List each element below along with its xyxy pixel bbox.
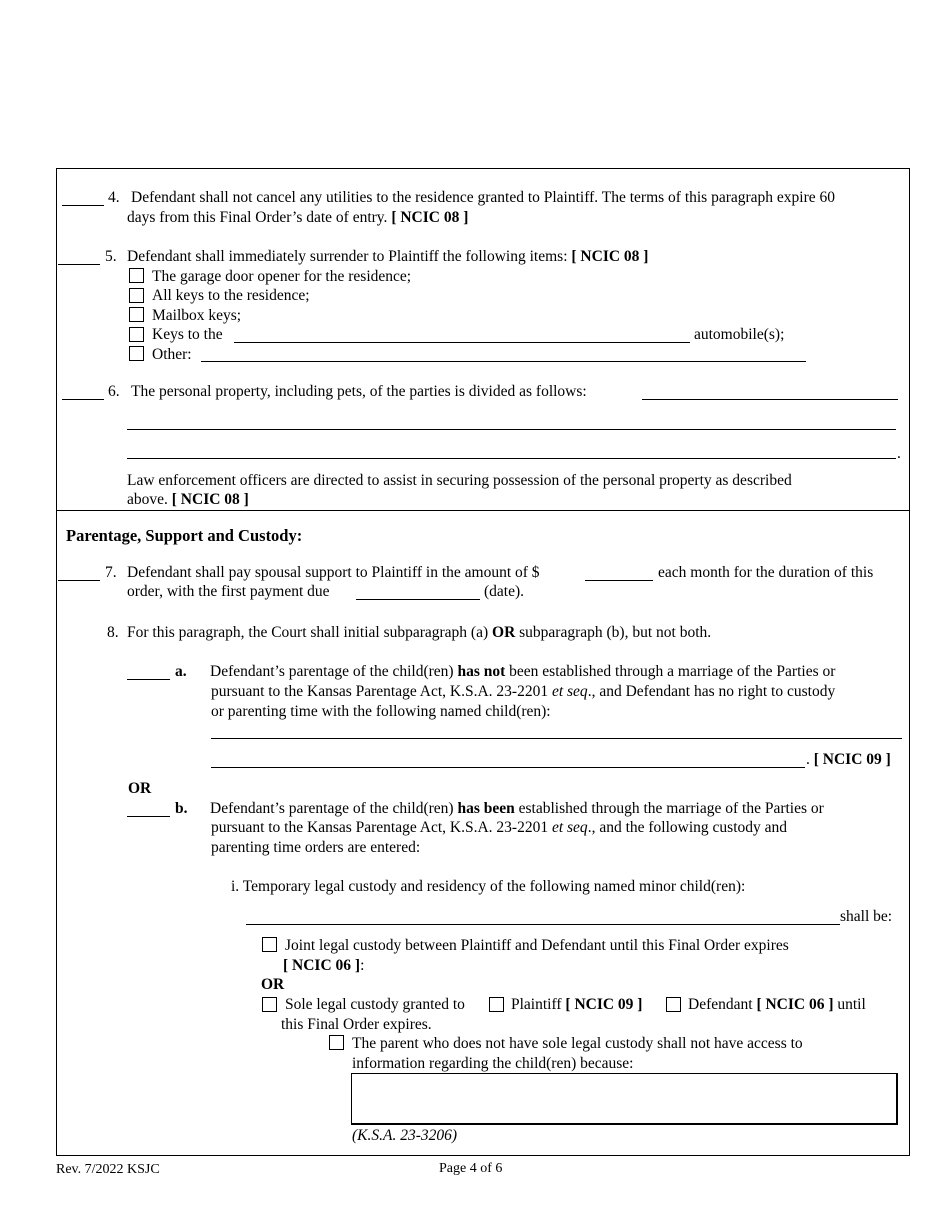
item8a-initial-blank[interactable]: [127, 679, 170, 680]
sole-custody-defendant-ncic: [ NCIC 06 ]: [756, 996, 834, 1013]
item8a-line1-b: been established through a marriage of the Parties or: [509, 663, 836, 680]
item6-number: 6.: [108, 383, 120, 400]
law-enforcement-line1: Law enforcement officers are directed to assist in securing possession of the personal property as described: [127, 472, 792, 489]
item7-text-a: Defendant shall pay spousal support to Plaintiff in the amount of $: [127, 564, 540, 581]
item8a-line2: [211, 682, 835, 701]
section-title: Parentage, Support and Custody:: [66, 526, 303, 545]
item5-ncic: [ NCIC 08 ]: [571, 248, 649, 265]
joint-custody-ncic-line: [283, 956, 364, 975]
mailbox-keys-label: Mailbox keys;: [152, 307, 242, 324]
item8a-line1-a: Defendant’s parentage of the child(ren): [210, 663, 454, 680]
sole-custody-plaintiff-checkbox[interactable]: [489, 997, 504, 1012]
item8b-line3: parenting time orders are entered:: [211, 839, 421, 856]
item8-text-b: subparagraph (b), but not both.: [519, 624, 712, 641]
custody-or-label: OR: [261, 976, 285, 993]
mailbox-keys-checkbox[interactable]: [129, 307, 144, 322]
residence-keys-label: All keys to the residence;: [152, 287, 310, 304]
other-items-blank[interactable]: [201, 361, 806, 362]
item8a-children-blank-2[interactable]: [211, 767, 805, 768]
law-enforcement-line2: [127, 490, 249, 509]
item6-initial-blank[interactable]: [62, 399, 104, 400]
item5-text-body: Defendant shall immediately surrender to Plaintiff the following items:: [127, 248, 568, 265]
item7-line2-b: (date).: [484, 583, 525, 600]
item8-or: OR: [492, 624, 516, 641]
law-enforcement-line2-text: above.: [127, 491, 168, 508]
sole-custody-defendant-option: [688, 995, 866, 1014]
item4-initial-blank[interactable]: [62, 205, 104, 206]
joint-custody-label: Joint legal custody between Plaintiff and Defendant until this Final Order expires: [285, 937, 789, 954]
joint-custody-colon: :: [360, 957, 365, 974]
sole-custody-defendant-checkbox[interactable]: [666, 997, 681, 1012]
item8-number: 8.: [107, 624, 119, 641]
sole-custody-label: Sole legal custody granted to: [285, 996, 465, 1013]
other-items-checkbox[interactable]: [129, 346, 144, 361]
footer-revision: Rev. 7/2022 KSJC: [56, 1162, 160, 1177]
item8b-label: b.: [175, 800, 188, 817]
automobile-keys-label: Keys to the: [152, 326, 223, 343]
item8a-line2-a: pursuant to the Kansas Parentage Act, K.S.A. 23-2201: [211, 683, 549, 700]
item5-initial-blank[interactable]: [58, 264, 100, 265]
sole-custody-until: until: [837, 996, 866, 1013]
item8b-line1: [210, 799, 824, 818]
item8a-has-not: has not: [457, 663, 506, 680]
item8a-label: a.: [175, 663, 187, 680]
sole-custody-defendant-label: Defendant: [688, 996, 753, 1013]
property-division-blank-3[interactable]: [127, 458, 896, 459]
item4-ncic: [ NCIC 08 ]: [391, 209, 469, 226]
item8b-i-text: i. Temporary legal custody and residency of the following named minor child(ren):: [231, 878, 746, 895]
automobile-description-blank[interactable]: [234, 342, 690, 343]
item4-line2-text: days from this Final Order’s date of entry.: [127, 209, 388, 226]
item8b-line2-b: ., and the following custody and: [587, 819, 788, 836]
residence-keys-checkbox[interactable]: [129, 288, 144, 303]
item5-text: [127, 247, 648, 266]
property-division-blank-2[interactable]: [127, 429, 896, 430]
item8a-et-seq: et seq: [551, 683, 588, 700]
item6-ncic: [ NCIC 08 ]: [171, 491, 249, 508]
item8-text-a: For this paragraph, the Court shall initial subparagraph (a): [127, 624, 489, 641]
garage-opener-label: The garage door opener for the residence;: [152, 268, 412, 285]
automobile-keys-checkbox[interactable]: [129, 327, 144, 342]
no-access-checkbox[interactable]: [329, 1035, 344, 1050]
item8a-line1: [210, 662, 835, 681]
item7-initial-blank[interactable]: [58, 580, 100, 581]
item7-line2-a: order, with the first payment due: [127, 583, 330, 600]
item8a-ncic: [ NCIC 09 ]: [813, 751, 891, 768]
property-division-period: .: [897, 445, 901, 462]
item8b-et-seq: et seq: [551, 819, 588, 836]
item5-number: 5.: [105, 248, 117, 265]
item8b-line2-a: pursuant to the Kansas Parentage Act, K.S.A. 23-2201: [211, 819, 549, 836]
item8b-has-been: has been: [457, 800, 515, 817]
joint-custody-checkbox[interactable]: [262, 937, 277, 952]
no-access-line2: information regarding the child(ren) because:: [352, 1055, 634, 1072]
item4-number: 4.: [108, 189, 120, 206]
sole-custody-checkbox[interactable]: [262, 997, 277, 1012]
item8-text: [127, 623, 711, 642]
item8b-line2: [211, 818, 787, 837]
sole-custody-plaintiff-ncic: [ NCIC 09 ]: [565, 996, 643, 1013]
item8a-children-blank-1[interactable]: [211, 738, 902, 739]
garage-opener-checkbox[interactable]: [129, 268, 144, 283]
first-payment-date-blank[interactable]: [356, 599, 480, 600]
item7-number: 7.: [105, 564, 117, 581]
sole-custody-line2: this Final Order expires.: [281, 1016, 432, 1033]
item8a-line-end: [806, 750, 891, 769]
spousal-support-amount-blank[interactable]: [585, 580, 653, 581]
no-access-line1: The parent who does not have sole legal custody shall not have access to: [352, 1035, 803, 1052]
item8b-initial-blank[interactable]: [127, 816, 170, 817]
property-division-blank-1[interactable]: [642, 399, 898, 400]
automobile-suffix: automobile(s);: [694, 326, 785, 343]
item8a-line2-b: ., and Defendant has no right to custody: [587, 683, 836, 700]
item8b-line1-a: Defendant’s parentage of the child(ren): [210, 800, 454, 817]
joint-custody-ncic: [ NCIC 06 ]: [283, 957, 361, 974]
item8a-line3: or parenting time with the following named child(ren):: [211, 703, 551, 720]
item8a-period: .: [806, 751, 810, 768]
item8b-line1-b: established through the marriage of the Parties or: [518, 800, 824, 817]
footer-page-number: Page 4 of 6: [439, 1161, 503, 1176]
item8-or-label: OR: [128, 780, 152, 797]
item7-text-b: each month for the duration of this: [658, 564, 874, 581]
minor-children-blank[interactable]: [246, 924, 840, 925]
no-access-reason-box[interactable]: [351, 1073, 898, 1125]
sole-custody-plaintiff-label: Plaintiff: [511, 996, 562, 1013]
item4-text-line1: Defendant shall not cancel any utilities to the residence granted to Plaintiff. The terms of this paragraph expire 60: [131, 189, 836, 206]
item4-text-line2: [127, 208, 468, 227]
sole-custody-plaintiff-option: [511, 995, 642, 1014]
section-divider: [56, 510, 910, 511]
other-items-label: Other:: [152, 346, 192, 363]
item6-text: The personal property, including pets, of the parties is divided as follows:: [131, 383, 587, 400]
statute-citation: (K.S.A. 23-3206): [352, 1127, 458, 1144]
shall-be-label: shall be:: [840, 908, 893, 925]
